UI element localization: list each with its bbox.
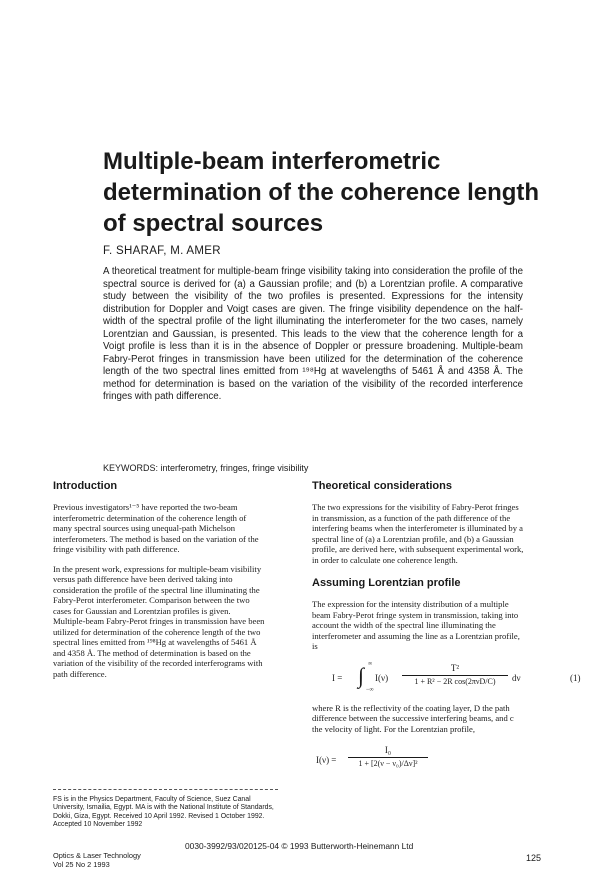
eq1-lower-limit: −∞ xyxy=(366,686,374,693)
keywords: KEYWORDS: interferometry, fringes, fringe visibility xyxy=(103,463,309,473)
introduction-paragraph-2: In the present work, expressions for multiple-beam visibility versus path difference have been derived taking into consideration the profile of the spectral line illuminating the Fabry-Perot interferometer. Comparison between the two cases for Gaussian and Lorentzian profiles is given. Multiple-beam Fabry-Perot fringes in transmission have been utilized for determination of the coherence length of the two spectral lines emitted from ¹⁹⁸Hg at wavelengths of 5461 Å and 4358 Å. The method of determination is based on the variation of the visibility of the recorded interferograms with path difference. xyxy=(53,563,265,679)
eq2-fraction-bar xyxy=(348,757,428,758)
eq1-upper-limit: ∞ xyxy=(368,660,373,667)
copyright-line: 0030-3992/93/020125-04 © 1993 Butterworth-Heinemann Ltd xyxy=(185,841,414,851)
theoretical-considerations-heading: Theoretical considerations xyxy=(312,480,452,492)
equation-2 xyxy=(312,743,524,779)
journal-volume: Vol 25 No 2 1993 xyxy=(53,860,110,869)
introduction-heading: Introduction xyxy=(53,480,118,492)
eq2-denominator: 1 + [2(ν − ν₀)/Δν]² xyxy=(358,759,418,768)
right-column xyxy=(312,480,581,779)
theory-paragraph-2: The expression for the intensity distribution of a multiple beam Fabry-Perot fringe system in transmission, taking into account the width of the spectral line illuminating the interferometer and assuming the line as a Lorentzian profile, is xyxy=(312,599,520,651)
article-title: Multiple-beam interferometric determination of the coherence length of spectral sources xyxy=(103,148,540,237)
eq1-differential: dν xyxy=(512,672,521,683)
eq1-denominator: 1 + R² − 2R cos(2πνD/C) xyxy=(414,676,496,686)
journal-info xyxy=(53,851,141,869)
eq1-integral: ∫ xyxy=(358,662,365,688)
eq1-intensity: I(ν) xyxy=(375,672,389,683)
author-affiliation-footnote: FS is in the Physics Department, Faculty of Science, Suez Canal University, Ismailia, Egypt. MA is with the National Institute of Standards, Dokki, Giza, Egypt. Received 10 April 1992. Revised 1 October 1992. Accepted 10 November 1992 xyxy=(53,796,274,829)
eq2-lhs: I(ν) = xyxy=(316,755,337,765)
theory-paragraph-1: The two expressions for the visibility of Fabry-Perot fringes in transmission, as a function of the path difference of the interfering beams when the interferometer is illuminated by a spectral line of (a) a Lorentzian profile, and (b) a Gaussian profile, are derived here, with subsequent experimental work, in order to calculate one coherence length. xyxy=(312,502,524,565)
eq1-number: (1) xyxy=(570,672,581,683)
abstract: A theoretical treatment for multiple-beam fringe visibility taking into consideration the profile of the spectral source is derived for (a) a Gaussian profile; and (b) a Lorentzian profile. A comparative study between the visibility of the two profiles is presented. Expressions for the intensity distribution for Doppler and Voigt cases are given. The fringe visibility dependence on the half-width of the spectral profile of the light illuminating the interferometer for the two cases, namely Lorentzian and Gaussian, is presented. This leads to the view that the coherence length for a Voigt profile is less than it is in the absence of Doppler or pressure broadening. Multiple-beam Fabry-Perot fringes in transmission have been utilized for the determination of the coherence length of the two spectral lines emitted from ¹⁹⁸Hg at wavelengths of 5461 Å and 4358 Å. The method for determination is based on the variation of the visibility of the recorded interference fringes with path difference. xyxy=(103,266,523,402)
equation-1 xyxy=(312,660,581,697)
lorentzian-heading: Assuming Lorentzian profile xyxy=(312,577,461,589)
theory-paragraph-3: where R is the reflectivity of the coating layer, D the path difference between the successive interfering beams, and c the velocity of light. For the Lorentzian profile, xyxy=(312,702,514,734)
page-number: 125 xyxy=(526,853,542,863)
left-column xyxy=(53,480,265,688)
eq1-numerator: T² xyxy=(450,662,460,673)
introduction-paragraph-1: Previous investigators¹⁻⁵ have reported the two-beam interferometric determination of the coherence length of many spectral sources using unequal-path Michelson interferometers. The method is based on the variation of the fringe visibility with path difference. xyxy=(53,502,259,554)
footnote-divider xyxy=(53,789,278,790)
eq2-numerator: I₀ xyxy=(384,745,392,755)
journal-name: Optics & Laser Technology xyxy=(53,851,141,860)
eq1-fraction-bar xyxy=(402,675,508,676)
eq1-lhs: I = xyxy=(332,672,343,683)
article-authors: F. SHARAF, M. AMER xyxy=(103,245,221,257)
